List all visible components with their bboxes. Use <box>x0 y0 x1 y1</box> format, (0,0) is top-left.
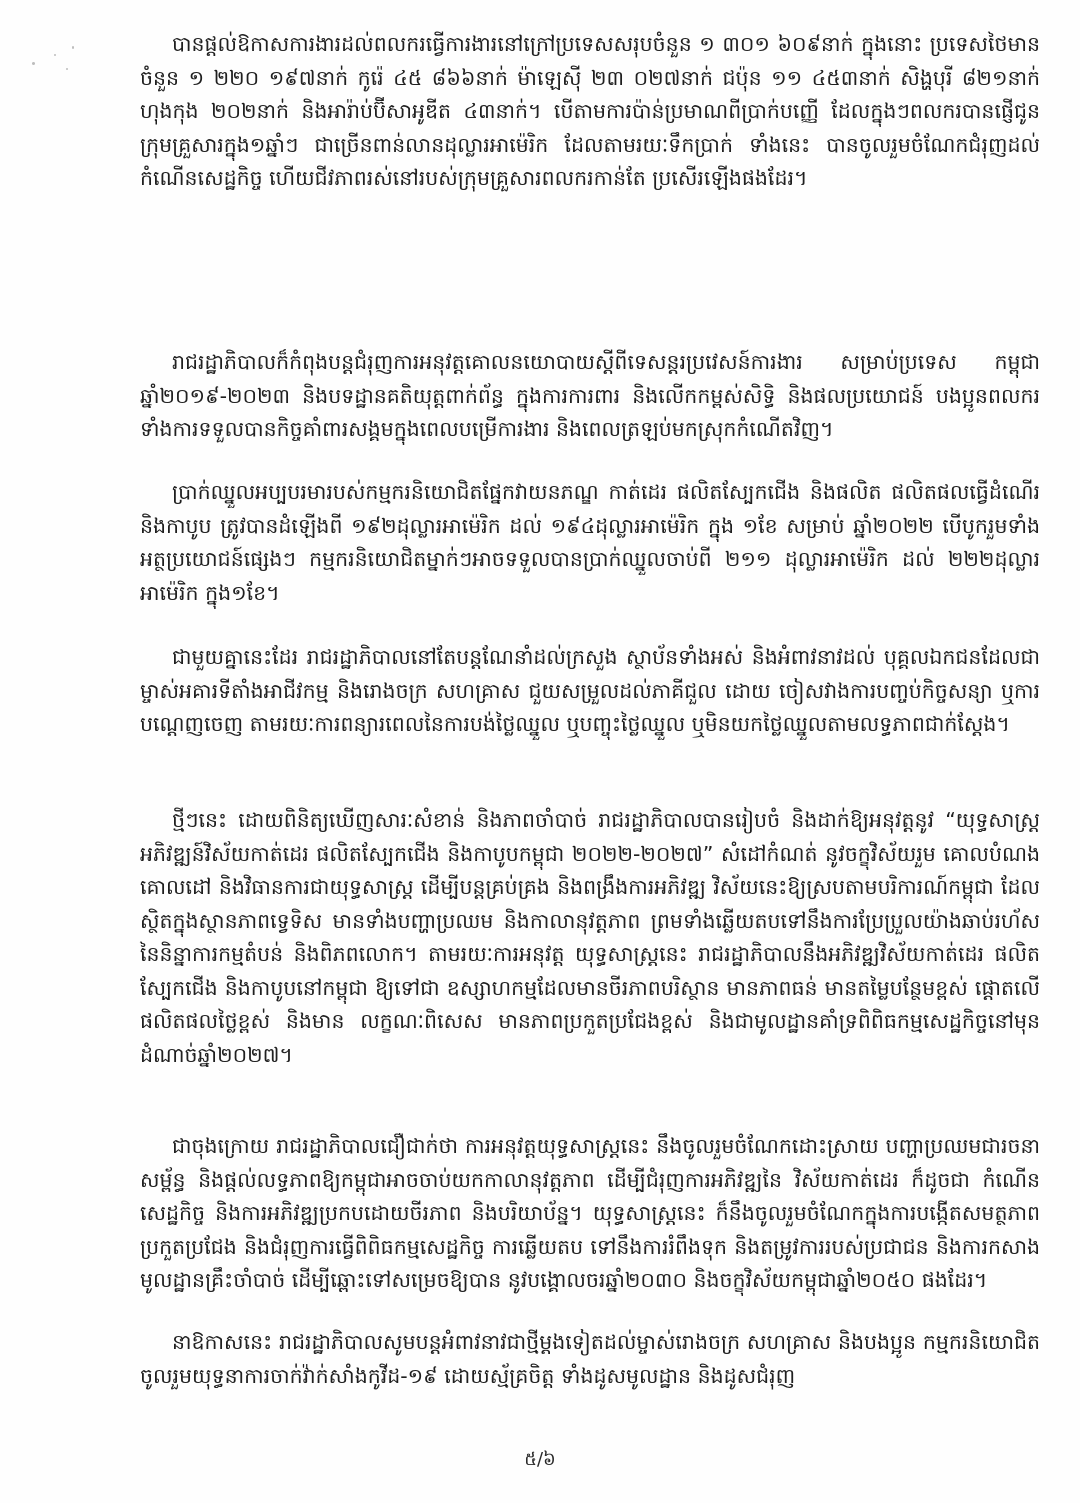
document-body <box>140 28 1040 1406</box>
scan-speck <box>72 46 74 49</box>
paragraph: រាជរដ្ឋាភិបាលក៏កំពុងបន្តជំរុញការអនុវត្តគោលនយោបាយស្ដីពីទេសន្តរប្រវេសន៍ការងារ សម្រាប់ប្រទេស កម្ពុជា ឆ្នាំ២០១៩-២០២៣ និងបទដ្ឋានគតិយុត្តពាក់ព័ន្ធ ក្នុងការការពារ និងលើកកម្ពស់សិទ្ធិ និងផលប្រយោជន៍ បងប្អូនពលករ ទាំងការទទួលបានកិច្ចគាំពារសង្គមក្នុងពេលបម្រើការងារ និងពេលត្រឡប់មកស្រុកកំណើតវិញ។ <box>140 350 1041 441</box>
paragraph: នាឱកាសនេះ រាជរដ្ឋាភិបាលសូមបន្តអំពាវនាវជាថ្មីម្ដងទៀតដល់ម្ចាស់រោងចក្រ សហគ្រាស និងបងប្អូន កម្មករនិយោជិត ចូលរួមយុទ្ធនាការចាក់វ៉ាក់សាំងកូវីដ-១៩ ដោយស្ម័គ្រចិត្ត ទាំងដូសមូលដ្ឋាន និងដូសជំរុញ <box>140 1330 1040 1388</box>
paragraph: ប្រាក់ឈ្នួលអប្បបរមារបស់កម្មករនិយោជិតផ្នែកវាយនភណ្ឌ កាត់ដេរ ផលិតស្បែកជើង និងផលិត ផលិតផលធ្វើដំណើរនិងកាបូប ត្រូវបានដំឡើងពី ១៩២ដុល្លារអាម៉េរិក ដល់ ១៩៤ដុល្លារអាម៉េរិក ក្នុង ១ខែ សម្រាប់ ឆ្នាំ២០២២ បើបូករួមទាំងអត្ថប្រយោជន៍ផ្សេងៗ កម្មករនិយោជិតម្នាក់ៗអាចទទួលបានប្រាក់ឈ្នួលចាប់ពី ២១១ ដុល្លារអាម៉េរិក ដល់ ២២២ដុល្លារអាម៉េរិក ក្នុង១ខែ។ <box>140 480 1040 605</box>
scan-speck <box>32 62 35 65</box>
scan-speck <box>54 54 56 56</box>
paragraph: បានផ្ដល់ឱកាសការងារដល់ពលករធ្វើការងារនៅក្រៅប្រទេសសរុបចំនួន ១ ៣០១ ៦០៩នាក់ ក្នុងនោះ ប្រទេសថៃមានចំនួន ១ ២២០ ១៩៧នាក់ កូរ៉េ ៤៥ ៨៦៦នាក់ ម៉ាឡេស៊ី ២៣ ០២៧នាក់ ជប៉ុន ១១ ៤៥៣នាក់ សិង្ហបុរី ៨២១នាក់ ហុងកុង ២០២នាក់ និងអារ៉ាប់ប៊ីសាអូឌីត ៤៣នាក់។ បើតាមការប៉ាន់ប្រមាណពីប្រាក់បញ្ញើ ដែលក្នុងៗពលករបានផ្ញើជូនក្រុមគ្រួសារក្នុង១ឆ្នាំៗ ជាច្រើនពាន់លានដុល្លារអាម៉េរិក ដែលតាមរយៈទឹកប្រាក់ ទាំងនេះ បានចូលរួមចំណែកជំរុញដល់កំណើនសេដ្ឋកិច្ច ហើយជីវភាពរស់នៅរបស់ក្រុមគ្រួសារពលករកាន់តែ ប្រសើរឡើងផងដែរ។ <box>140 32 1040 190</box>
paragraph: ជាចុងក្រោយ រាជរដ្ឋាភិបាលជឿជាក់ថា ការអនុវត្តយុទ្ធសាស្ត្រនេះ នឹងចូលរួមចំណែកដោះស្រាយ បញ្ហាប្រឈមជារចនាសម្ព័ន្ធ និងផ្ដល់លទ្ធភាពឱ្យកម្ពុជាអាចចាប់យកកាលានុវត្តភាព ដើម្បីជំរុញការអភិវឌ្ឍនៃ វិស័យកាត់ដេរ ក៏ដូចជា កំណើនសេដ្ឋកិច្ច និងការអភិវឌ្ឍប្រកបដោយចីរភាព និងបរិយាប័ន្ន។ យុទ្ធសាស្ត្រនេះ ក៏នឹងចូលរួមចំណែកក្នុងការបង្កើតសមត្ថភាពប្រកួតប្រជែង និងជំរុញការធ្វើពិពិធកម្មសេដ្ឋកិច្ច ការឆ្លើយតប ទៅនឹងការរំពឹងទុក និងតម្រូវការរបស់ប្រជាជន និងការកសាងមូលដ្ឋានគ្រឹះចាំបាច់ ដើម្បីឆ្ពោះទៅសម្រេចឱ្យបាន នូវបង្គោលចរឆ្នាំ២០៣០ និងចក្ខុវិស័យកម្ពុជាឆ្នាំ២០៥០ ផងដែរ។ <box>140 1134 1040 1292</box>
paragraph: ថ្មីៗនេះ ដោយពិនិត្យឃើញសារៈសំខាន់ និងភាពចាំបាច់ រាជរដ្ឋាភិបាលបានរៀបចំ និងដាក់ឱ្យអនុវត្តនូវ “យុទ្ធសាស្ត្រអភិវឌ្ឍន៍វិស័យកាត់ដេរ ផលិតស្បែកជើង និងកាបូបកម្ពុជា ២០២២-២០២៧” សំដៅកំណត់ នូវចក្ខុវិស័យរួម គោលបំណង គោលដៅ និងវិធានការជាយុទ្ធសាស្ត្រ ដើម្បីបន្តគ្រប់គ្រង និងពង្រឹងការអភិវឌ្ឍ វិស័យនេះឱ្យស្របតាមបរិការណ៍កម្ពុជា ដែលស្ថិតក្នុងស្ថានភាពទ្វេទិស មានទាំងបញ្ហាប្រឈម និងកាលានុវត្តភាព ព្រមទាំងឆ្លើយតបទៅនឹងការប្រែប្រួលយ៉ាងឆាប់រហ័សនៃនិន្នាការកម្មតំបន់ និងពិភពលោក។ តាមរយៈការអនុវត្ត យុទ្ធសាស្ត្រនេះ រាជរដ្ឋាភិបាលនឹងអភិវឌ្ឍវិស័យកាត់ដេរ ផលិតស្បែកជើង និងកាបូបនៅកម្ពុជា ឱ្យទៅជា ឧស្សាហកម្មដែលមានចីរភាពបរិស្ថាន មានភាពធន់ មានតម្លៃបន្ថែមខ្ពស់ ផ្ដោតលើផលិតផលថ្លៃខ្ពស់ និងមាន លក្ខណៈពិសេស មានភាពប្រកួតប្រជែងខ្ពស់ និងជាមូលដ្ឋានគាំទ្រពិពិធកម្មសេដ្ឋកិច្ចនៅមុនដំណាច់ឆ្នាំ២០២៧។ <box>140 808 1040 1067</box>
paragraph: ជាមួយគ្នានេះដែរ រាជរដ្ឋាភិបាលនៅតែបន្តណែនាំដល់ក្រសួង ស្ថាប័នទាំងអស់ និងអំពាវនាវដល់ បុគ្គលឯកជនដែលជាម្ចាស់អគារទីតាំងអាជីវកម្ម និងរោងចក្រ សហគ្រាស ជួយសម្រួលដល់ភាគីជួល ដោយ ចៀសវាងការបញ្ចប់កិច្ចសន្យា ឬការបណ្ដេញចេញ តាមរយៈការពន្យារពេលនៃការបង់ថ្លៃឈ្នួល ឬបញ្ចុះថ្លៃឈ្នួល ឬមិនយកថ្លៃឈ្នួលតាមលទ្ធភាពជាក់ស្ដែង។ <box>140 645 1040 736</box>
scan-speck <box>66 68 68 70</box>
page-number: ៥/៦ <box>524 1449 556 1470</box>
